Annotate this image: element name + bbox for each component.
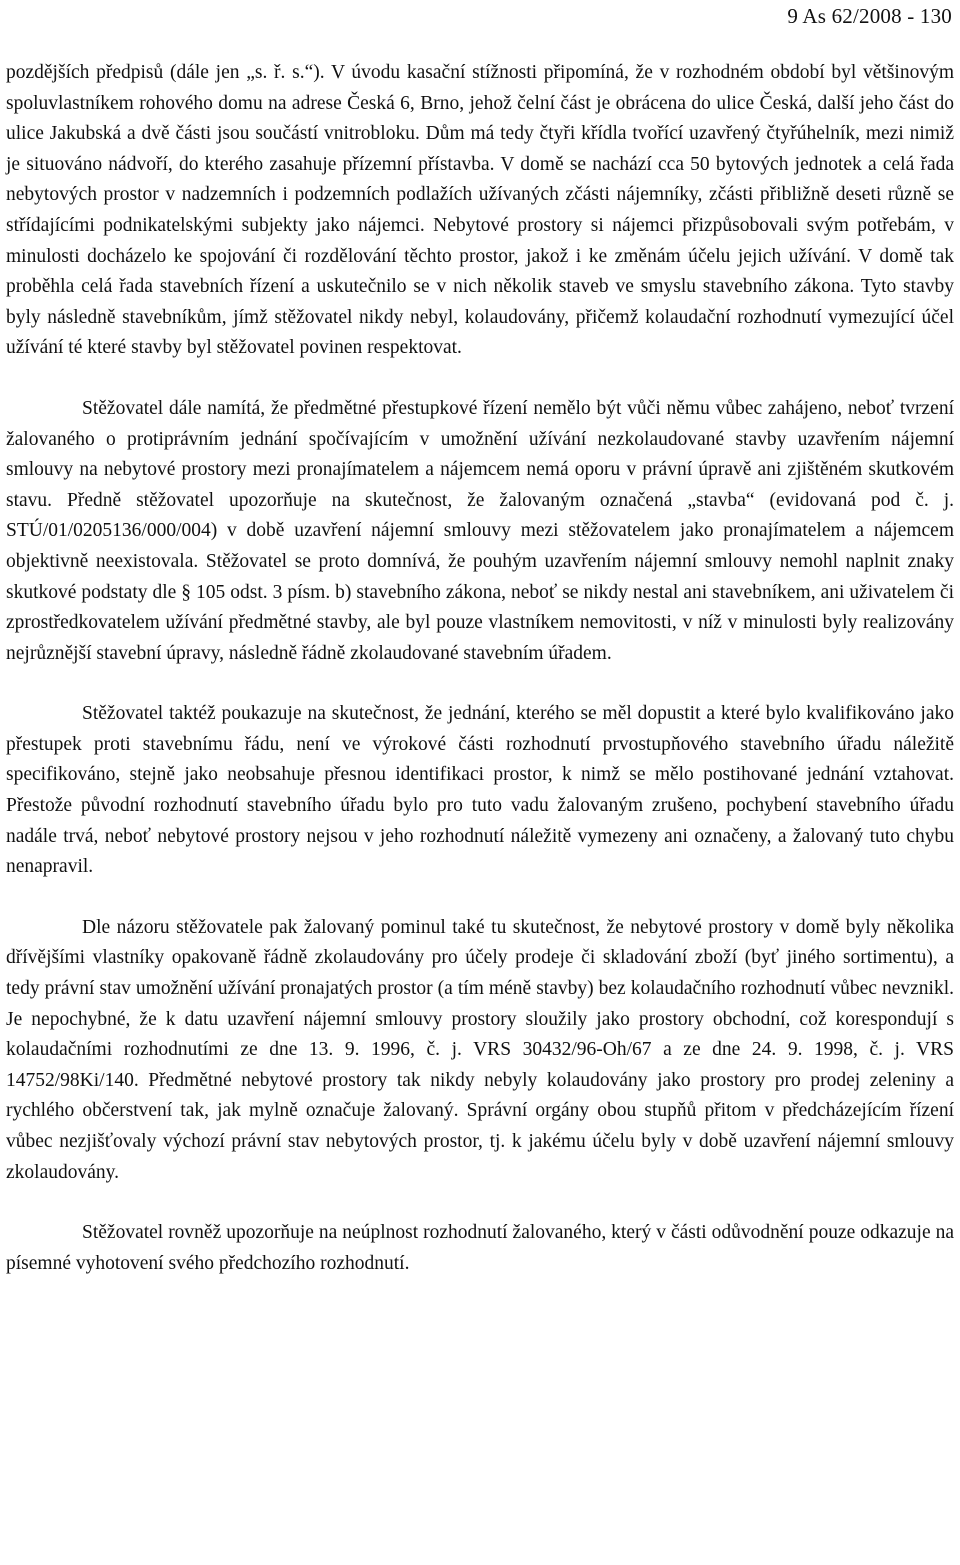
paragraph-1: pozdějších předpisů (dále jen „s. ř. s.“). V úvodu kasační stížnosti připomíná, že v rozhodném období byl většinovým spoluvlastníkem rohového domu na adrese Česká 6, Brno, jehož čelní část je obrácena do ulice Česká, další jeho část do ulice Jakubská a dvě části jsou součástí vnitrobloku. Dům má tedy čtyři křídla tvořící uzavřený čtyřúhelník, mezi nimiž je situováno nádvoří, do kterého zasahuje přízemní přístavba. V domě se nachází cca 50 bytových jednotek a celá řada nebytových prostor v nadzemních i podzemních podlažích užívaných zčásti nájemníky, zčásti přibližně deseti různě se střídajícími podnikatelskými subjekty jako nájemci. Nebytové prostory si nájemci přizpůsobovali svým potřebám, v minulosti docházelo ke spojování či rozdělování těchto prostor, jakož i ke změnám účelu jejich užívání. V domě tak proběhla celá řada stavebních řízení a uskutečnilo se v nich několik staveb ve smyslu stavebního zákona. Tyto stavby byly následně stavebníkům, jímž stěžovatel nikdy nebyl, kolaudovány, přičemž kolaudační rozhodnutí vymezující účel užívání té které stavby byl stěžovatel povinen respektovat. bbox=[6, 62, 954, 359]
page-reference: 9 As 62/2008 - 130 bbox=[787, 4, 952, 28]
paragraph-3: Stěžovatel taktéž poukazuje na skutečnost, že jednání, kterého se měl dopustit a které bylo kvalifikováno jako přestupek proti stavebnímu řádu, není ve výrokové části rozhodnutí prvostupňového stavebního úřadu náležitě specifikováno, stejně jako neobsahuje přesnou identifikaci prostor, k nimž se mělo postihované jednání vztahovat. Přestože původní rozhodnutí stavebního úřadu bylo pro tuto vadu žalovaným zrušeno, pochybení stavebního úřadu nadále trvá, neboť nebytové prostory nejsou v jeho rozhodnutí náležitě vymezeny ani označeny, a žalovaný tuto chybu nenapravil. bbox=[6, 703, 954, 878]
paragraph-2: Stěžovatel dále namítá, že předmětné přestupkové řízení nemělo být vůči němu vůbec zahájeno, neboť tvrzení žalovaného o protiprávním jednání spočívajícím v umožnění užívání nezkolaudované stavby uzavřením nájemní smlouvy na nebytové prostory mezi pronajímatelem a nájemcem nemá oporu v právní úpravě ani zjištěném skutkovém stavu. Předně stěžovatel upozorňuje na skutečnost, že žalovaným označená „stavba“ (evidovaná pod č. j. STÚ/01/0205136/000/004) v době uzavření nájemní smlouvy mezi stěžovatelem jako pronajímatelem a nájemcem objektivně neexistovala. Stěžovatel se proto domnívá, že pouhým uzavřením nájemní smlouvy nemohl naplnit znaky skutkové podstaty dle § 105 odst. 3 písm. b) stavebního zákona, neboť se nikdy nestal ani stavebníkem, ani uživatelem či zprostředkovatelem užívání předmětné stavby, ale byl pouze vlastníkem nemovitosti, v níž v minulosti byly realizovány nejrůznější stavební úpravy, následně řádně zkolaudované stavebním úřadem. bbox=[6, 397, 954, 664]
paragraph-spacer bbox=[6, 1188, 954, 1218]
paragraph-spacer bbox=[6, 883, 954, 913]
paragraph-5: Stěžovatel rovněž upozorňuje na neúplnost rozhodnutí žalovaného, který v části odůvodnění pouze odkazuje na písemné vyhotovení svého předchozího rozhodnutí. bbox=[6, 1222, 954, 1274]
document-body bbox=[6, 58, 954, 1279]
paragraph-spacer bbox=[6, 669, 954, 699]
paragraph-4: Dle názoru stěžovatele pak žalovaný pominul také tu skutečnost, že nebytové prostory v domě byly několika dřívějšími vlastníky opakovaně řádně zkolaudovány pro účely prodeje či skladování zboží (byť jiného sortimentu), a tedy právní stav umožnění užívání pronajatých prostor (a tím méně stavby) bez kolaudačního rozhodnutí vůbec nevznikl. Je nepochybné, že k datu uzavření nájemní smlouvy prostory sloužily jako prostory obchodní, což korespondují s kolaudačními rozhodnutími ze dne 13. 9. 1996, č. j. VRS 30432/96-Oh/67 a ze dne 24. 9. 1998, č. j. VRS 14752/98Ki/140. Předmětné nebytové prostory tak nikdy nebyly kolaudovány jako prostory pro prodej zeleniny a rychlého občerstvení tak, jak mylně označuje žalovaný. Správní orgány obou stupňů přitom v předcházejícím řízení vůbec nezjišťovaly výchozí právní stav nebytových prostor, tj. k jakému účelu byly v době uzavření nájemní smlouvy zkolaudovány. bbox=[6, 916, 954, 1183]
paragraph-spacer bbox=[6, 364, 954, 394]
